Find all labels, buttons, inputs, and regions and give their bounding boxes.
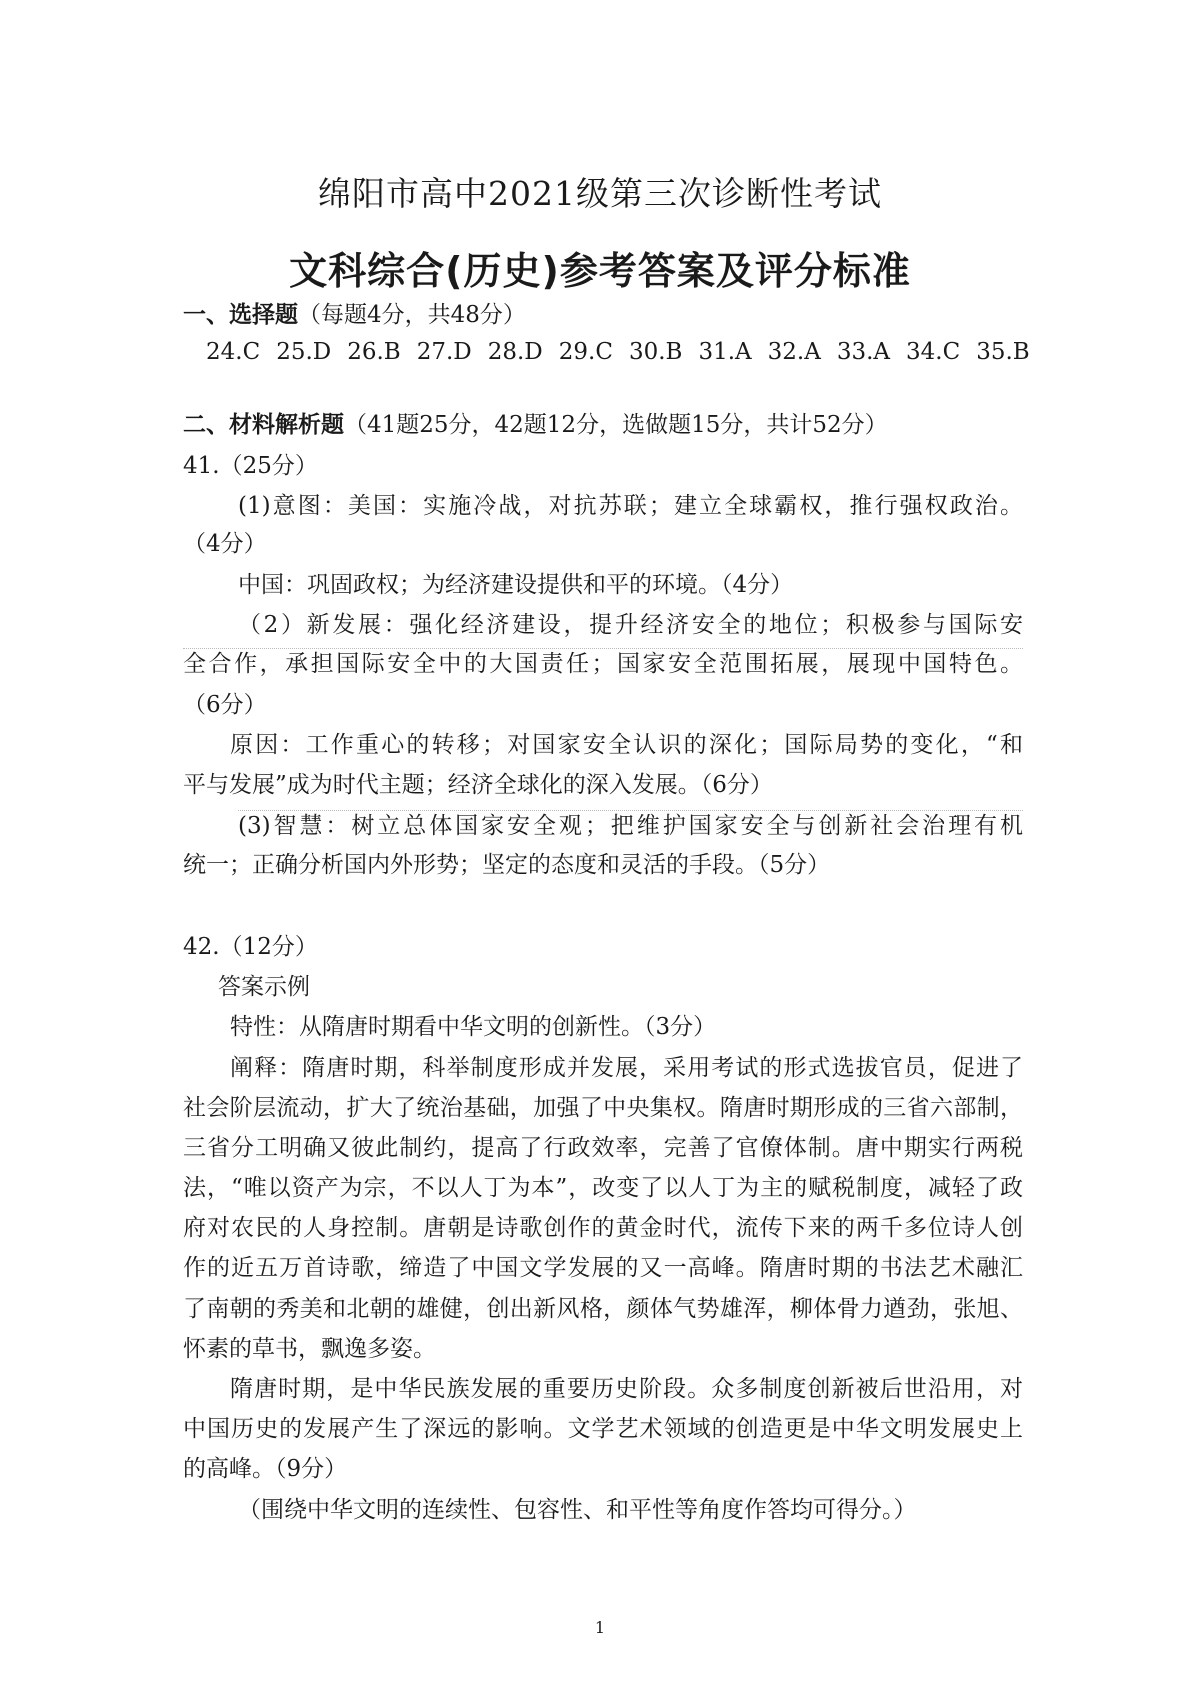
q41-line: （2）新发展：强化经济建设，提升经济安全的地位；积极参与国际安	[238, 612, 1023, 638]
choice-answers-row	[206, 337, 1046, 367]
section-1-heading	[183, 300, 1023, 330]
q42-line: 法，“唯以资产为宗，不以人丁为本”，改变了以人丁为主的赋税制度，减轻了政	[183, 1175, 1023, 1201]
q42-line: 特性：从隋唐时期看中华文明的创新性。（3分）	[230, 1014, 717, 1040]
q41-line: 原因：工作重心的转移；对国家安全认识的深化；国际局势的变化，“和	[230, 732, 1023, 758]
q42-line: 答案示例	[218, 974, 310, 1000]
answer-30: 30.B	[628, 339, 683, 365]
answer-29: 29.C	[558, 339, 613, 365]
q42-line: 府对农民的人身控制。唐朝是诗歌创作的黄金时代，流传下来的两千多位诗人创	[183, 1215, 1023, 1241]
q41-header: 41.（25分）	[183, 453, 318, 479]
q42-line: 作的近五万首诗歌，缔造了中国文学发展的又一高峰。隋唐时期的书法艺术融汇	[183, 1255, 1023, 1281]
section-2-heading	[183, 410, 1023, 440]
q42-line: 三省分工明确又彼此制约，提高了行政效率，完善了官僚体制。唐中期实行两税	[183, 1135, 1023, 1161]
answer-35: 35.B	[976, 339, 1030, 365]
q42-line: 的高峰。（9分）	[183, 1456, 348, 1482]
section-1-label: 一、选择题	[183, 302, 298, 328]
q42-scoring-note: （围绕中华文明的连续性、包容性、和平性等角度作答均可得分。）	[238, 1497, 917, 1523]
answer-28: 28.D	[487, 339, 543, 365]
q42-line: 阐释：隋唐时期，科举制度形成并发展，采用考试的形式选拔官员，促进了	[230, 1055, 1023, 1081]
answer-34: 34.C	[906, 339, 961, 365]
q41-line: 中国：巩固政权；为经济建设提供和平的环境。（4分）	[238, 572, 794, 598]
q42-line: 隋唐时期，是中华民族发展的重要历史阶段。众多制度创新被后世沿用，对	[230, 1376, 1023, 1402]
q41-line: (3)智慧：树立总体国家安全观；把维护国家安全与创新社会治理有机	[238, 810, 1023, 843]
q41-line: 统一；正确分析国内外形势；坚定的态度和灵活的手段。（5分）	[183, 852, 831, 878]
answer-27: 27.D	[416, 339, 472, 365]
document-subtitle: 文科综合(历史)参考答案及评分标准	[289, 249, 911, 293]
q42-header: 42.（12分）	[183, 934, 318, 960]
q42-line: 怀素的草书，飘逸多姿。	[183, 1336, 436, 1362]
q41-line: (1)意图：美国：实施冷战，对抗苏联；建立全球霸权，推行强权政治。	[238, 493, 1023, 519]
q42-line: 了南朝的秀美和北朝的雄健，创出新风格，颜体气势雄浑，柳体骨力遒劲，张旭、	[183, 1296, 1023, 1322]
answer-26: 26.B	[347, 339, 401, 365]
section-2-label: 二、材料解析题	[183, 412, 344, 438]
q41-line: （4分）	[183, 531, 267, 557]
section-1-note: （每题4分，共48分）	[298, 302, 526, 328]
q41-line: 全合作，承担国际安全中的大国责任；国家安全范围拓展，展现中国特色。	[183, 648, 1023, 681]
answer-33: 33.A	[836, 339, 890, 365]
exam-title: 绵阳市高中2021级第三次诊断性考试	[318, 174, 882, 213]
answer-31: 31.A	[698, 339, 752, 365]
q41-line: （6分）	[183, 692, 267, 718]
answer-24: 24.C	[206, 339, 261, 365]
answer-25: 25.D	[276, 339, 332, 365]
q42-line: 中国历史的发展产生了深远的影响。文学艺术领域的创造更是中华文明发展史上	[183, 1416, 1023, 1442]
page-number: 1	[594, 1618, 606, 1637]
section-2-note: （41题25分，42题12分，选做题15分，共计52分）	[344, 412, 888, 438]
q41-line: 平与发展”成为时代主题；经济全球化的深入发展。（6分）	[183, 772, 773, 798]
q42-line: 社会阶层流动，扩大了统治基础，加强了中央集权。隋唐时期形成的三省六部制，	[183, 1095, 1023, 1121]
answer-32: 32.A	[767, 339, 821, 365]
